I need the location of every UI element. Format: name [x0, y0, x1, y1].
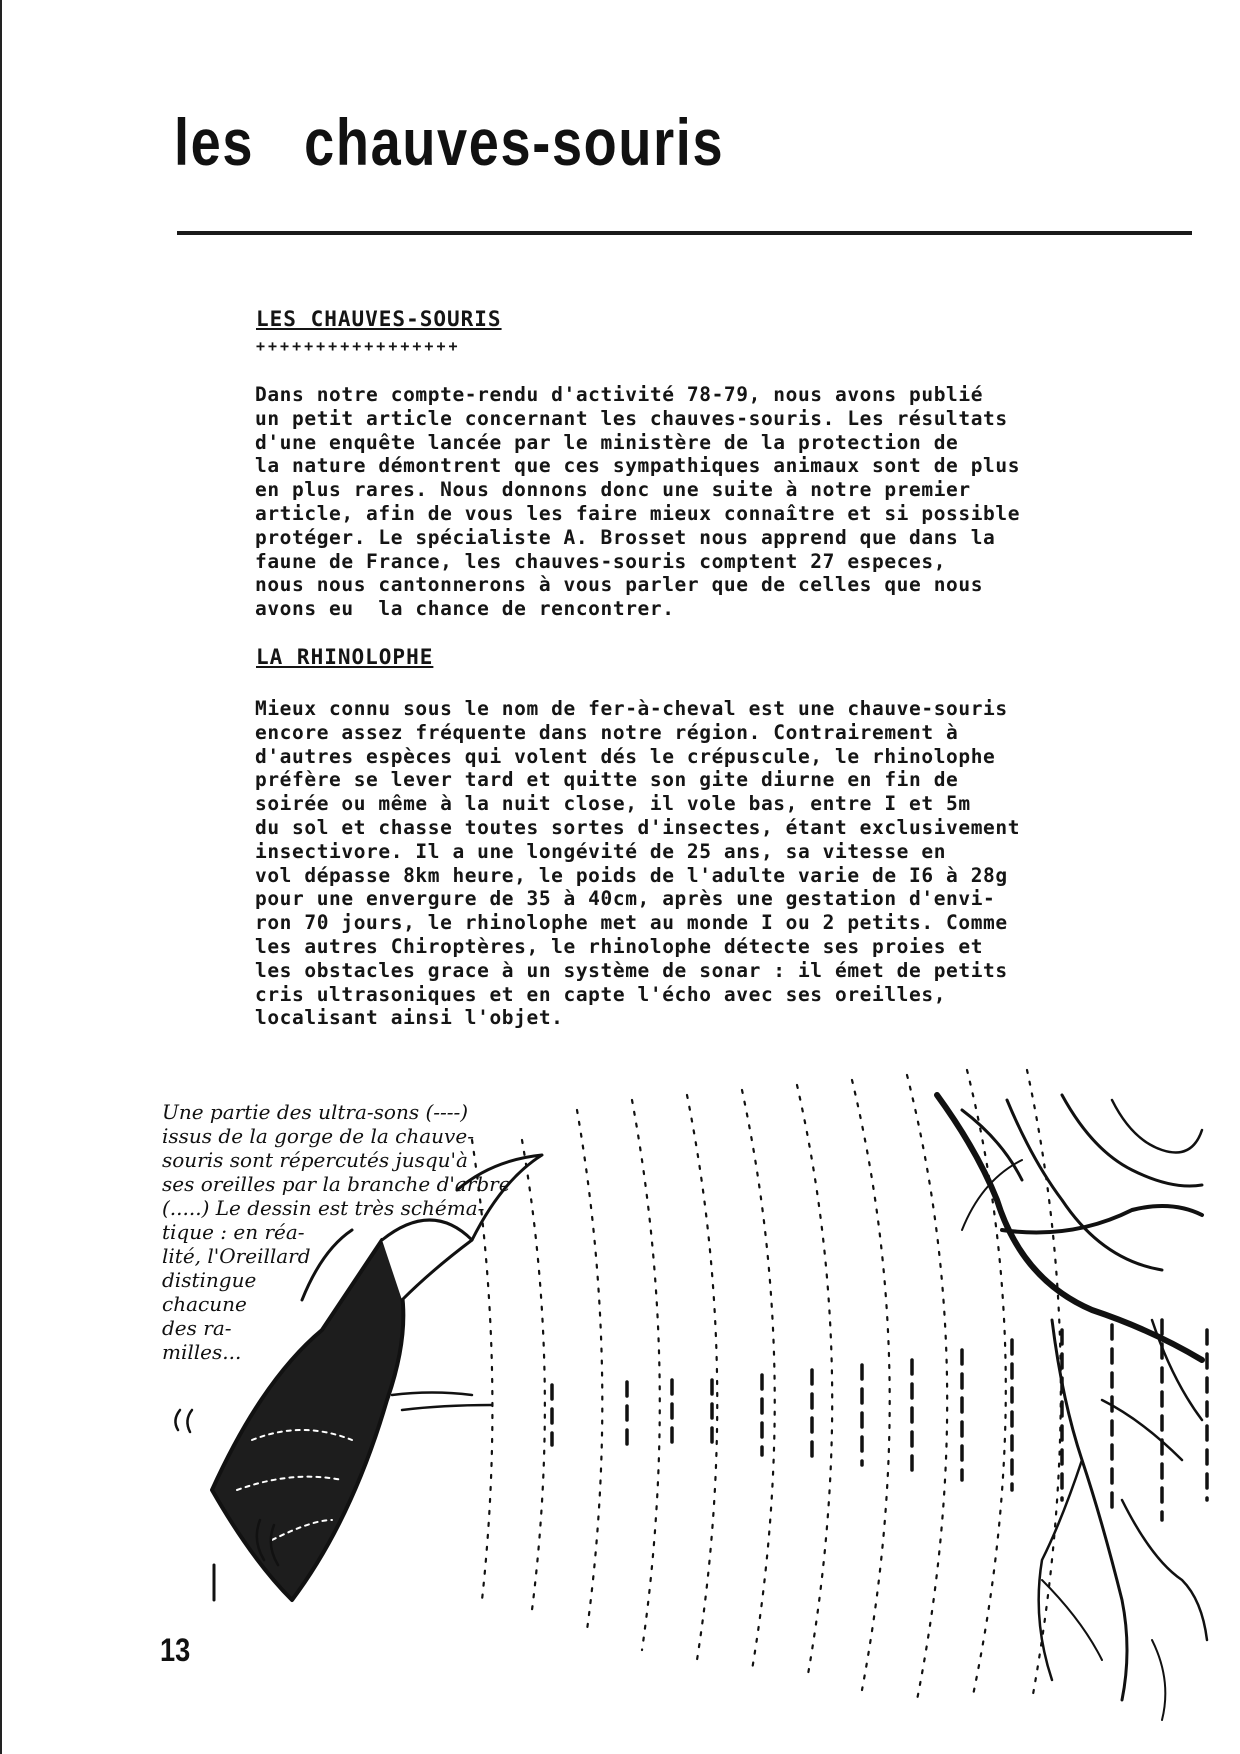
paragraph-line: cris ultrasoniques et en capte l'écho avec ses oreilles, — [255, 982, 947, 1006]
caption-line: ses oreilles par la branche d'arbre — [162, 1172, 511, 1196]
section-heading-rhinolophe: LA RHINOLOPHE — [256, 645, 434, 669]
caption-line: souris sont répercutés jusqu'à — [162, 1148, 468, 1172]
paragraph-line: Mieux connu sous le nom de fer-à-cheval est une chauve-souris — [255, 697, 1008, 720]
paragraph-line: encore assez fréquente dans notre région. Contrairement à — [255, 720, 959, 744]
caption-line: tique : en réa- — [162, 1220, 305, 1244]
paragraph-line: localisant ainsi l'objet. — [255, 1006, 564, 1030]
paragraph-line: la nature démontrent que ces sympathiques animaux sont de plus — [255, 454, 1021, 478]
page-title: les chauves-souris — [174, 105, 725, 179]
paragraph-line: article, afin de vous les faire mieux connaître et si possible — [255, 501, 1021, 525]
caption-line: distingue — [162, 1268, 257, 1292]
heading-underline-marks: +++++++++++++++++ — [256, 337, 461, 355]
paragraph-line: un petit article concernant les chauves-souris. Les résultats — [255, 406, 1008, 430]
paragraph-line: vol dépasse 8km heure, le poids de l'adulte varie de I6 à 28g — [255, 863, 1008, 887]
caption-line: milles... — [162, 1340, 242, 1364]
paragraph-line: les obstacles grace à un système de sonar : il émet de petits — [255, 958, 1008, 982]
paragraph-line: soirée ou même à la nuit close, il vole bas, entre I et 5m — [255, 792, 971, 816]
paragraph-line: protéger. Le spécialiste A. Brosset nous apprend que dans la — [255, 525, 996, 549]
paragraph-line: en plus rares. Nous donnons donc une suite à notre premier — [255, 478, 971, 502]
paragraph-line: préfère se lever tard et quitte son gite diurne en fin de — [255, 768, 959, 792]
paragraph-line: faune de France, les chauves-souris comptent 27 especes, — [255, 549, 947, 573]
bat-sonar-illustration — [2, 0, 1240, 1754]
caption-line: (.....) Le dessin est très schéma- — [162, 1196, 485, 1220]
caption-line: chacune — [162, 1292, 247, 1316]
caption-line: lité, l'Oreillard — [162, 1244, 311, 1268]
section-heading-chauves-souris: LES CHAUVES-SOURIS — [256, 307, 502, 331]
caption-line: issus de la gorge de la chauve- — [162, 1124, 474, 1148]
paragraph-line: Dans notre compte-rendu d'activité 78-79, nous avons publié — [255, 383, 984, 406]
page-number: 13 — [160, 1632, 191, 1668]
paragraph-line: d'autres espèces qui volent dés le crépuscule, le rhinolophe — [255, 744, 996, 768]
caption-line: Une partie des ultra-sons (----) — [162, 1100, 469, 1124]
paragraph-line: les autres Chiroptères, le rhinolophe détecte ses proies et — [255, 934, 984, 958]
illustration-caption — [162, 1100, 511, 1364]
paragraph-line: d'une enquête lancée par le ministère de la protection de — [255, 430, 959, 454]
paragraph-line: pour une envergure de 35 à 40cm, après une gestation d'envi- — [255, 887, 996, 911]
caption-line: des ra- — [162, 1316, 232, 1340]
paragraph-line: du sol et chasse toutes sortes d'insectes, étant exclusivement — [255, 815, 1021, 839]
paragraph-line: avons eu la chance de rencontrer. — [255, 597, 675, 621]
paragraph-line: insectivore. Il a une longévité de 25 ans, sa vitesse en — [255, 839, 947, 863]
paragraph-line: nous nous cantonnerons à vous parler que de celles que nous — [255, 573, 984, 597]
paragraph-line: ron 70 jours, le rhinolophe met au monde I ou 2 petits. Comme — [255, 911, 1008, 935]
